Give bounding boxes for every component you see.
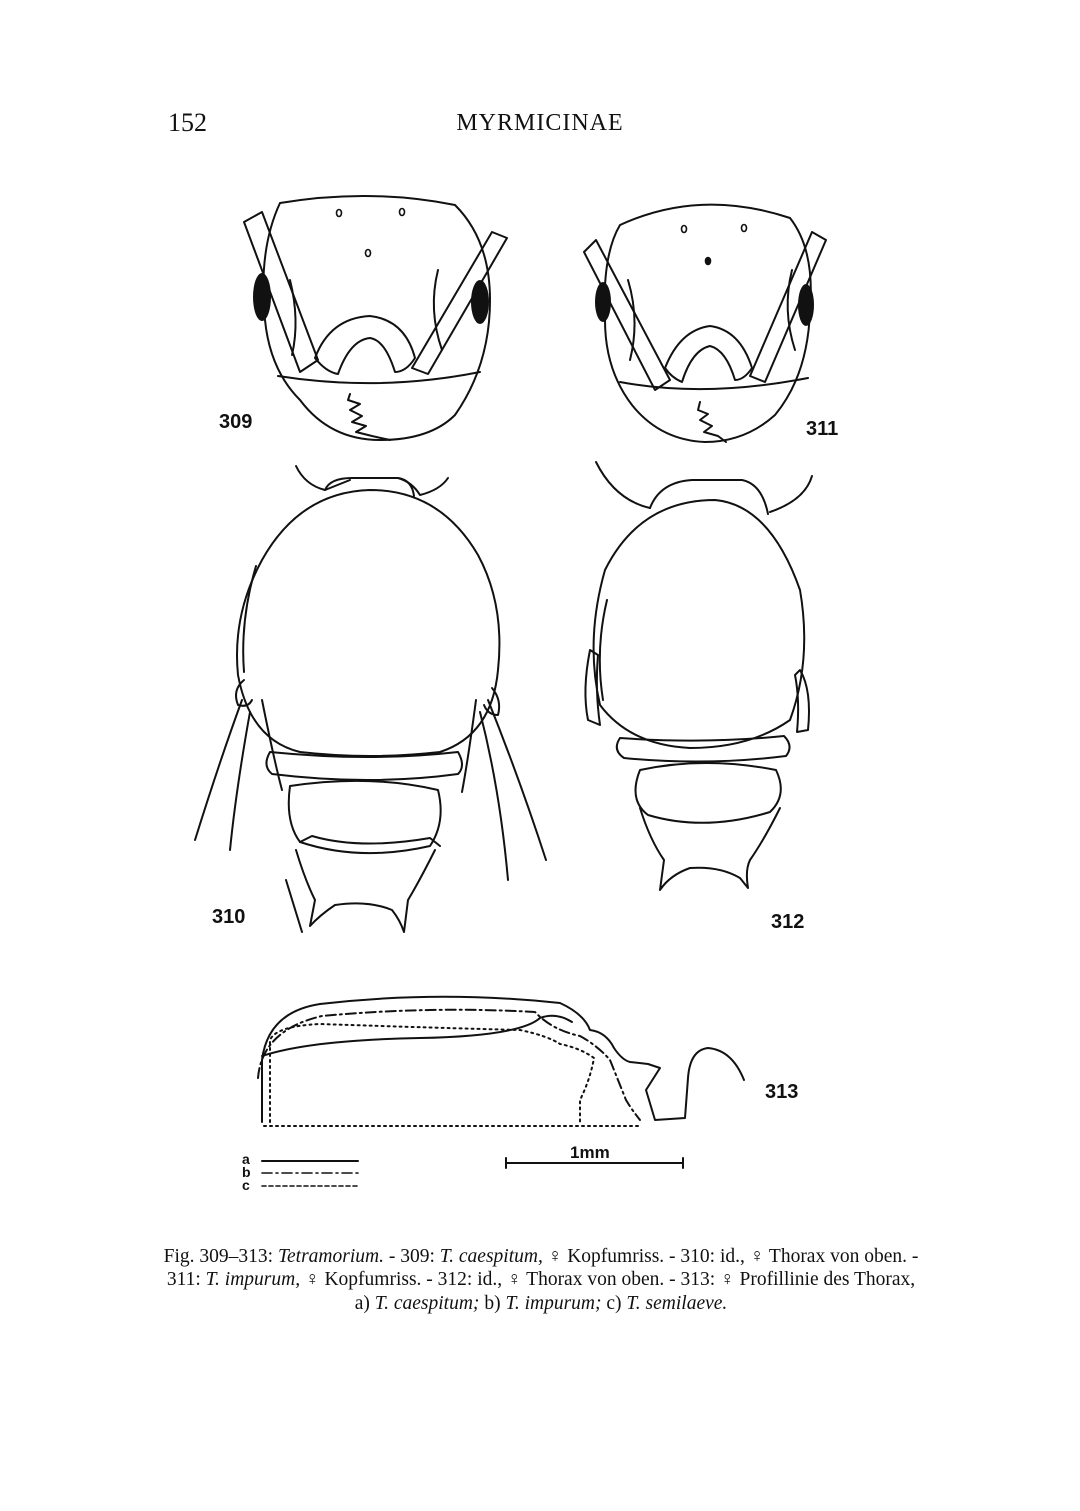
caption-genus: Tetramorium. bbox=[277, 1246, 384, 1267]
caption-part: - 309: bbox=[383, 1246, 440, 1267]
legend-letter-c: c bbox=[242, 1177, 250, 1193]
caption-species: T. impurum; bbox=[505, 1292, 602, 1314]
caption-species: T. semilaeve. bbox=[626, 1292, 728, 1314]
fig-310-label: 310 bbox=[212, 906, 246, 928]
caption-part: Fig. 309–313: bbox=[163, 1246, 278, 1267]
fig-309-right-eye bbox=[471, 280, 489, 324]
caption-species: T. caespitum, bbox=[439, 1246, 543, 1267]
fig-311-left-eye bbox=[595, 282, 611, 322]
legend-letter-a: a bbox=[242, 1151, 250, 1167]
legend-letter-b: b bbox=[242, 1164, 251, 1180]
figure-caption bbox=[160, 1245, 922, 1315]
fig-312-label: 312 bbox=[771, 911, 805, 933]
caption-part: ♀ Kopfumriss. - 312: id., ♀ Thorax von oben. - 313: ♀ Profillinie des Thorax, a) bbox=[300, 1269, 916, 1314]
fig-313-label: 313 bbox=[765, 1081, 799, 1103]
fig-309-head-drawing bbox=[244, 196, 507, 440]
fig-310-thorax-drawing bbox=[195, 466, 546, 932]
fig-311-right-eye bbox=[798, 284, 814, 326]
caption-species: T. caespitum; bbox=[374, 1292, 480, 1314]
caption-species: T. impurum, bbox=[205, 1269, 301, 1291]
caption-part: c) bbox=[601, 1292, 627, 1314]
page-number: 152 bbox=[168, 108, 207, 137]
caption-part: b) bbox=[479, 1292, 506, 1314]
fig-312-thorax-drawing bbox=[585, 462, 812, 890]
fig-309-left-eye bbox=[253, 273, 271, 321]
fig-311-head-drawing bbox=[584, 205, 826, 442]
fig-313-profile-drawing bbox=[258, 997, 744, 1126]
running-head: MYRMICINAE bbox=[456, 110, 624, 136]
caption-part: ♀ Kopfumriss. - 310: id., ♀ Thorax von oben. - 311: bbox=[166, 1246, 919, 1291]
fig-309-label: 309 bbox=[219, 411, 253, 433]
scale-bar-label: 1mm bbox=[570, 1143, 610, 1162]
fig-311-label: 311 bbox=[806, 418, 839, 440]
